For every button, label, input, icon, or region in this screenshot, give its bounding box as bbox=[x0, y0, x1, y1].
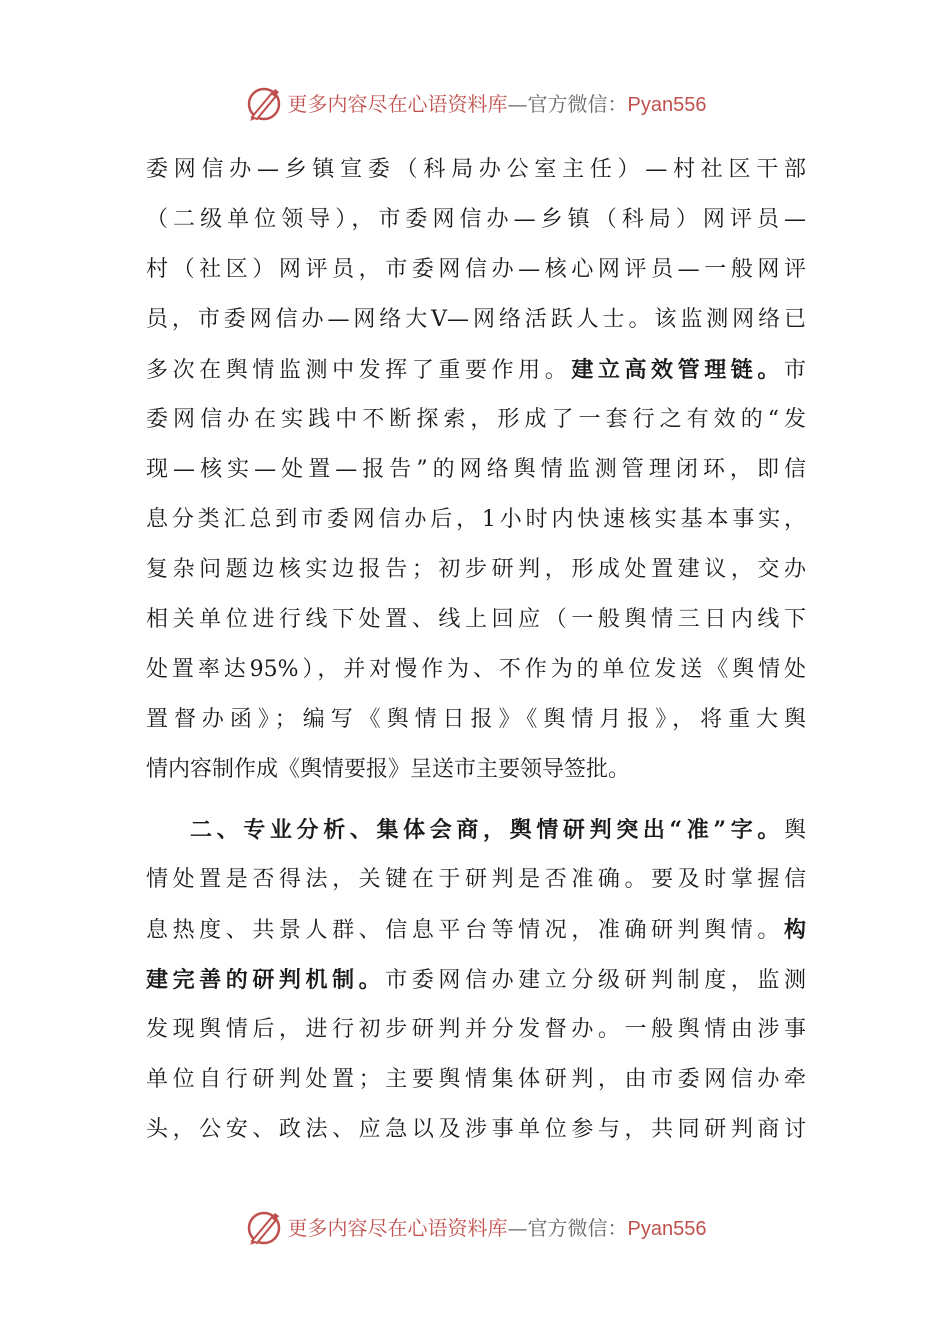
text-run: 多次在舆情监测中发挥了重要作用。 bbox=[146, 358, 572, 383]
text-run: 息热度、共景人群、信息平台等情况，准确研判舆情。 bbox=[146, 918, 784, 943]
document-body bbox=[146, 145, 806, 1155]
banner-text bbox=[288, 1208, 707, 1249]
text-run: 市委网信办建立分级研判制度，监测 bbox=[385, 968, 806, 993]
text-line: 发现舆情后，进行初步研判并分发督办。一般舆情由涉事 bbox=[146, 1017, 806, 1042]
banner-dash: — bbox=[507, 91, 528, 116]
text-line: 复杂问题边核实边报告；初步研判，形成处置建议，交办 bbox=[146, 557, 806, 582]
bold-subheading: 建完善的研判机制。 bbox=[146, 967, 386, 993]
text-line bbox=[146, 955, 806, 1005]
text-line: 委网信办在实践中不断探索，形成了一套行之有效的“发 bbox=[146, 407, 806, 432]
pen-circle-logo-icon bbox=[244, 1208, 284, 1248]
text-line: 情处置是否得法，关键在于研判是否准确。要及时掌握信 bbox=[146, 867, 806, 892]
text-line: 单位自行研判处置；主要舆情集体研判，由市委网信办牵 bbox=[146, 1067, 806, 1092]
banner-wechat-label: 官方微信： bbox=[527, 1215, 628, 1240]
banner-text bbox=[288, 84, 707, 125]
text-line: （二级单位领导），市委网信办—乡镇（科局）网评员— bbox=[146, 207, 806, 232]
banner-dash: — bbox=[507, 1215, 528, 1240]
banner-brand: 更多内容尽在心语资料库 bbox=[287, 91, 508, 116]
bold-subheading: 建立高效管理链。 bbox=[571, 357, 784, 383]
text-run: 舆 bbox=[783, 818, 806, 843]
text-line: 息分类汇总到市委网信办后，1小时内快速核实基本事实， bbox=[146, 507, 806, 532]
text-line bbox=[146, 905, 806, 955]
banner-brand: 更多内容尽在心语资料库 bbox=[287, 1215, 508, 1240]
footer-banner bbox=[0, 1208, 950, 1248]
section-heading-line bbox=[146, 805, 806, 855]
text-line: 相关单位进行线下处置、线上回应（一般舆情三日内线下 bbox=[146, 607, 806, 632]
banner-wechat-id: Pyan556 bbox=[627, 1217, 707, 1240]
section-heading: 二、专业分析、集体会商，舆情研判突出“准”字。 bbox=[190, 817, 784, 843]
text-line: 处置率达95%），并对慢作为、不作为的单位发送《舆情处 bbox=[146, 657, 806, 682]
banner-wechat-label: 官方微信： bbox=[527, 91, 628, 116]
text-line: 委网信办—乡镇宣委（科局办公室主任）—村社区干部 bbox=[146, 157, 806, 182]
text-line: 村（社区）网评员，市委网信办—核心网评员—一般网评 bbox=[146, 257, 806, 282]
header-banner bbox=[0, 84, 950, 124]
text-line bbox=[146, 345, 806, 395]
text-line: 现—核实—处置—报告”的网络舆情监测管理闭环，即信 bbox=[146, 457, 806, 482]
text-line: 头，公安、政法、应急以及涉事单位参与，共同研判商讨 bbox=[146, 1117, 806, 1142]
text-line: 置督办函》；编写《舆情日报》《舆情月报》，将重大舆 bbox=[146, 707, 806, 732]
text-line: 情内容制作成《舆情要报》呈送市主要领导签批。 bbox=[146, 757, 631, 782]
bold-subheading: 构 bbox=[783, 917, 806, 943]
banner-wechat-id: Pyan556 bbox=[627, 93, 707, 116]
text-line: 员，市委网信办—网络大V—网络活跃人士。该监测网络已 bbox=[146, 307, 806, 332]
pen-circle-logo-icon bbox=[244, 84, 284, 124]
text-run: 市 bbox=[783, 358, 806, 383]
